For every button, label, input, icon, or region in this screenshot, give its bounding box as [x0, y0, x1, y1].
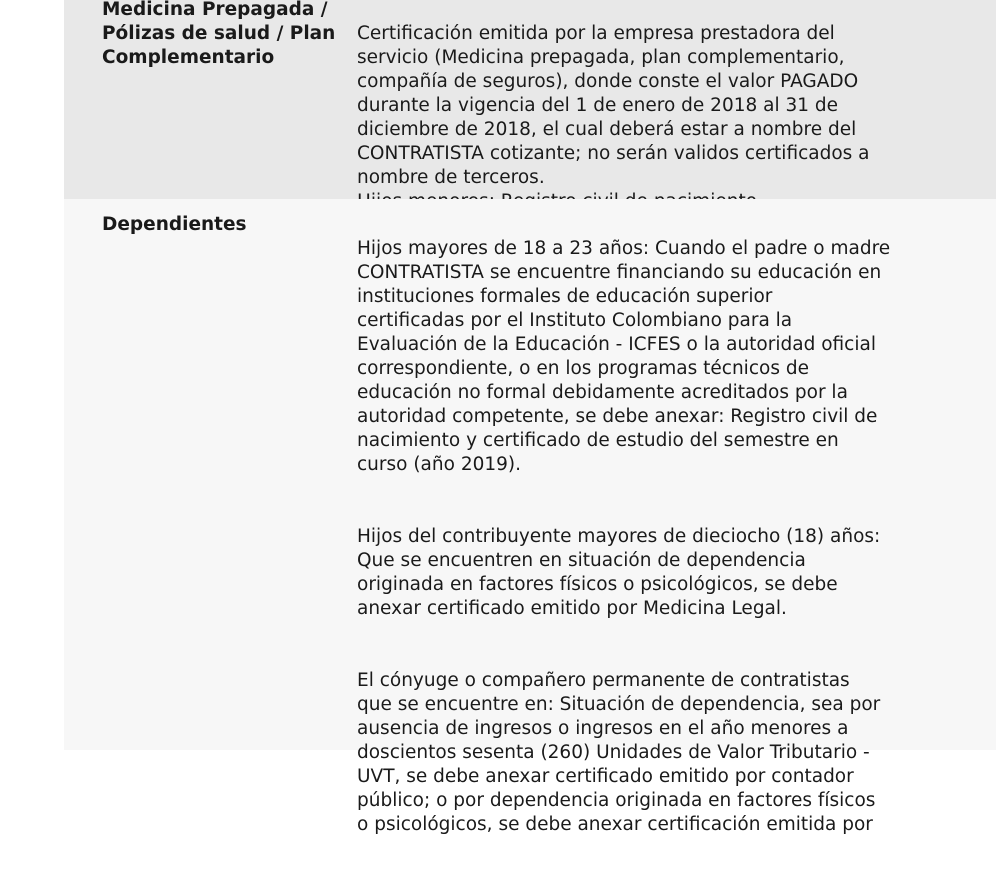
row-label: Dependientes	[102, 214, 247, 235]
requirements-table	[64, 0, 996, 835]
table-row-dependientes	[64, 199, 996, 835]
row-description	[357, 213, 957, 885]
description-paragraph: Hijos del contribuyente mayores de dieciocho (18) años: Que se encuentren en situación de dependencia originada en factores físicos o psicológicos, se debe anexar certificado emitido por Medicina Legal.	[357, 526, 881, 619]
description-paragraph: El cónyuge o compañero permanente de contratistas que se encuentre en: Situación de dependencia, sea por ausencia de ingresos o ingresos en el año menores a doscientos sesenta (260) Unidades de Valor Tributario - UVT, se debe anexar certificado emitido por contador público; o por dependencia originada en factores físicos o psicológicos, se debe anexar certificación emitida por	[357, 670, 881, 835]
table-row-medicina-prepagada	[64, 0, 996, 199]
description-paragraph: Hijos mayores de 18 a 23 años: Cuando el padre o madre CONTRATISTA se encuentre financiando su educación en instituciones formales de educación superior certificadas por el Instituto Colombiano para la Evaluación de la Educación - ICFES o la autoridad oficial correspondiente, o en los programas técnicos de educación no formal debidamente acreditados por la autoridad competente, se debe anexar: Registro civil de nacimiento y certificado de estudio del semestre en curso (año 2019).	[357, 238, 891, 475]
description-paragraph: Certificación emitida por la empresa prestadora del servicio (Medicina prepagada, plan complementario, compañía de seguros), donde conste el valor PAGADO durante la vigencia del 1 de enero de 2018 al 31 de diciembre de 2018, el cual deberá estar a nombre del CONTRATISTA cotizante; no serán validos certificados a nombre de terceros.	[357, 23, 870, 188]
row-label: Medicina Prepagada / Pólizas de salud / Plan Complementario	[102, 0, 336, 68]
